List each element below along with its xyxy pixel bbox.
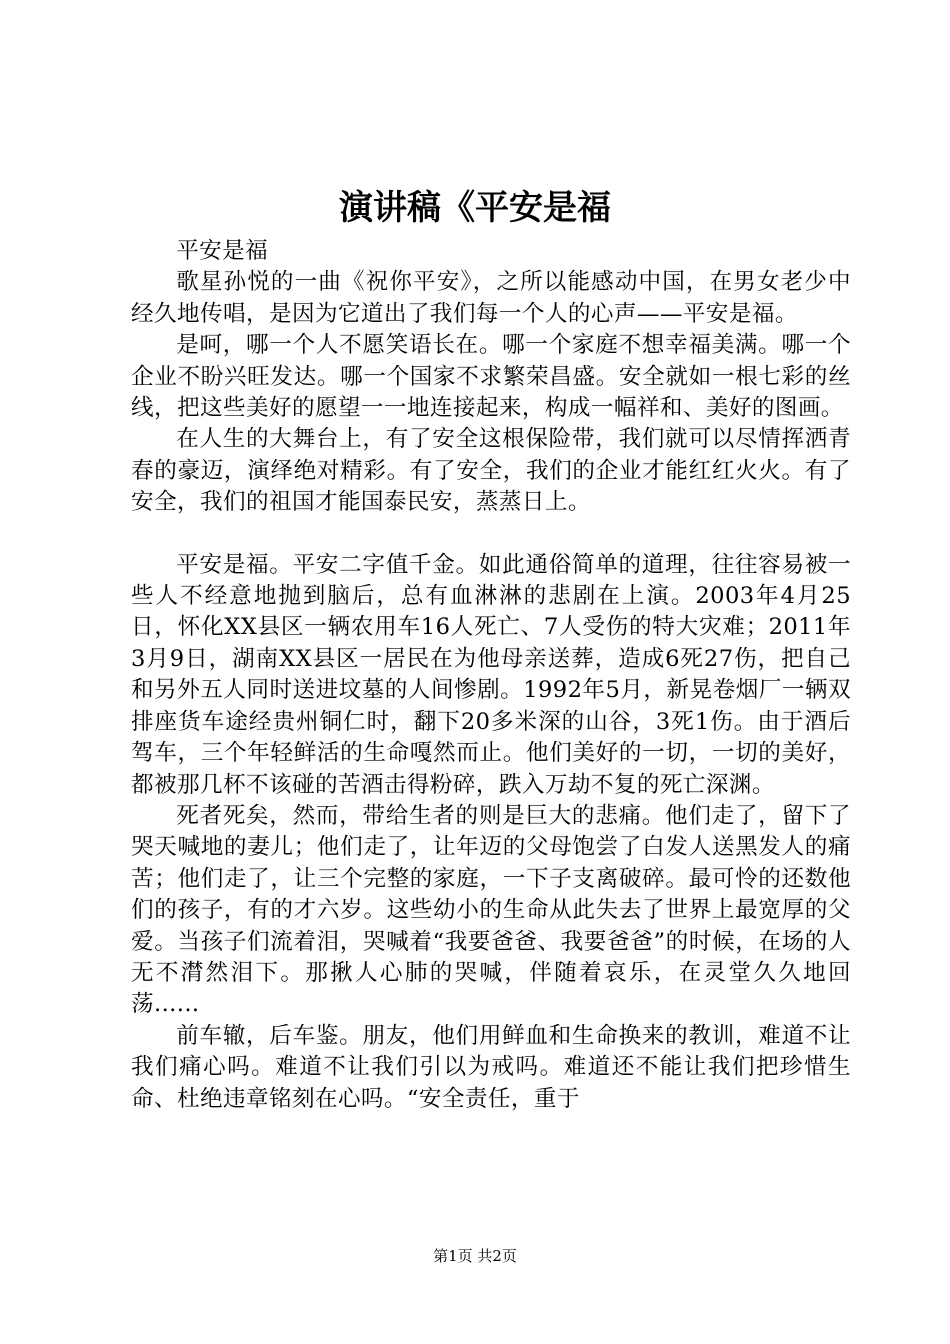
paragraph: 平安是福 <box>176 238 269 264</box>
paragraph: 死者死矣，然而，带给生者的则是巨大的悲痛。他们走了，留下了哭天喊地的妻儿；他们走了，让年迈的父母饱尝了白发人送黑发人的痛苦；他们走了，让三个完整的家庭，一下子支离破碎。最可怜的还数他们的孩子，有的才六岁。这些幼小的生命从此失去了世界上最宽厚的父爱。当孩子们流着泪，哭喊着“我要爸爸、我要爸爸”的时候，在场的人无不潸然泪下。那揪人心肺的哭喊，伴随着哀乐，在灵堂久久地回荡...... <box>131 802 851 1018</box>
document-body <box>131 236 851 1115</box>
paragraph-spacer <box>131 519 851 550</box>
page-number-footer: 第1页 共2页 <box>433 1247 517 1265</box>
paragraph: 歌星孙悦的一曲《祝你平安》，之所以能感动中国，在男女老少中经久地传唱，是因为它道出了我们每一个人的心声——平安是福。 <box>131 269 851 327</box>
paragraph: 是呵，哪一个人不愿笑语长在。哪一个家庭不想幸福美满。哪一个企业不盼兴旺发达。哪一个国家不求繁荣昌盛。安全就如一根七彩的丝线，把这些美好的愿望一一地连接起来，构成一幅祥和、美好的图画。 <box>131 332 851 422</box>
paragraph: 平安是福。平安二字值千金。如此通俗简单的道理，往往容易被一些人不经意地抛到脑后，总有血淋淋的悲剧在上演。2003年4月25日，怀化XX县区一辆农用车16人死亡、7人受伤的特大灾难；2011年3月9日，湖南XX县区一居民在为他母亲送葬，造成6死27伤，把自己和另外五人同时送进坟墓的人间惨剧。1992年5月，新晃卷烟厂一辆双排座货车途经贵州铜仁时，翻下20多米深的山谷，3死1伤。由于酒后驾车，三个年轻鲜活的生命嘎然而止。他们美好的一切，一切的美好，都被那几杯不该碰的苦酒击得粉碎，跌入万劫不复的死亡深渊。 <box>131 551 851 798</box>
document-title: 演讲稿《平安是福 <box>339 188 611 228</box>
paragraph: 在人生的大舞台上，有了安全这根保险带，我们就可以尽情挥洒青春的豪迈，演绎绝对精彩。有了安全，我们的企业才能红红火火。有了安全，我们的祖国才能国泰民安，蒸蒸日上。 <box>131 426 851 516</box>
paragraph: 前车辙，后车鉴。朋友，他们用鲜血和生命换来的教训，难道不让我们痛心吗。难道不让我们引以为戒吗。难道还不能让我们把珍惜生命、杜绝违章铭刻在心吗。“安全责任，重于 <box>131 1022 851 1112</box>
